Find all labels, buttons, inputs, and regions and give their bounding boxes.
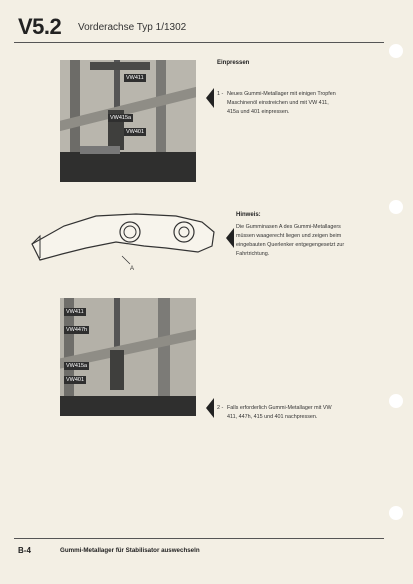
note-line: Die Gumminasen A des Gummi-Metallagers <box>236 224 341 230</box>
footer-title: Gummi-Metallager für Stabilisator auswechseln <box>60 547 200 554</box>
label-vw415a-bottom: VW415a <box>66 363 88 369</box>
control-arm-drawing <box>26 196 226 276</box>
label-vw411-bottom: VW411 <box>66 309 84 315</box>
page-number: B-4 <box>18 546 31 555</box>
label-a: A <box>130 266 135 272</box>
page-title: Vorderachse Typ 1/1302 <box>78 22 187 33</box>
note-text <box>236 223 386 259</box>
step-1-line: Neues Gummi-Metallager mit einigen Tropfen <box>227 91 336 97</box>
label-vw401-top: VW401 <box>126 129 145 135</box>
step-2-text <box>227 404 377 422</box>
label-vw415a-top: VW415a <box>110 115 132 121</box>
step-1-line: 415a und 401 einpressen. <box>227 109 290 115</box>
footer-rule <box>14 538 384 539</box>
section-heading-hinweis: Hinweis: <box>236 212 261 218</box>
note-line: eingebauten Querlenker entgegengesetzt zur <box>236 242 345 248</box>
step-2-line: Falls erforderlich Gummi-Metallager mit VW <box>227 405 332 411</box>
label-vw401-bottom: VW401 <box>66 377 85 383</box>
section-heading-einpressen: Einpressen <box>217 60 250 66</box>
label-vw447h-bottom: VW447h <box>66 327 88 333</box>
punch-hole-middle <box>389 200 403 214</box>
punch-hole-lower <box>389 394 403 408</box>
punch-hole-top <box>389 44 403 58</box>
punch-hole-bottom <box>389 506 403 520</box>
header-rule <box>14 42 384 43</box>
step-marker-1 <box>206 88 214 108</box>
step-2-line: 411, 447h, 415 und 401 nachpressen. <box>227 414 318 420</box>
step-1-number: 1 - <box>217 91 224 97</box>
label-vw411-top: VW411 <box>126 75 144 81</box>
step-2-number: 2 - <box>217 405 224 411</box>
note-line: Fahrtrichtung. <box>236 251 270 257</box>
note-line: müssen waagerecht liegen und zeigen beim <box>236 233 342 239</box>
step-1-line: Maschinenöl einstreichen und mit VW 411, <box>227 100 329 106</box>
step-1-text <box>227 90 377 117</box>
chapter-code: V5.2 <box>18 14 62 39</box>
control-arm-diagram <box>26 196 226 276</box>
step-marker-2 <box>206 398 214 418</box>
note-marker <box>226 228 234 248</box>
